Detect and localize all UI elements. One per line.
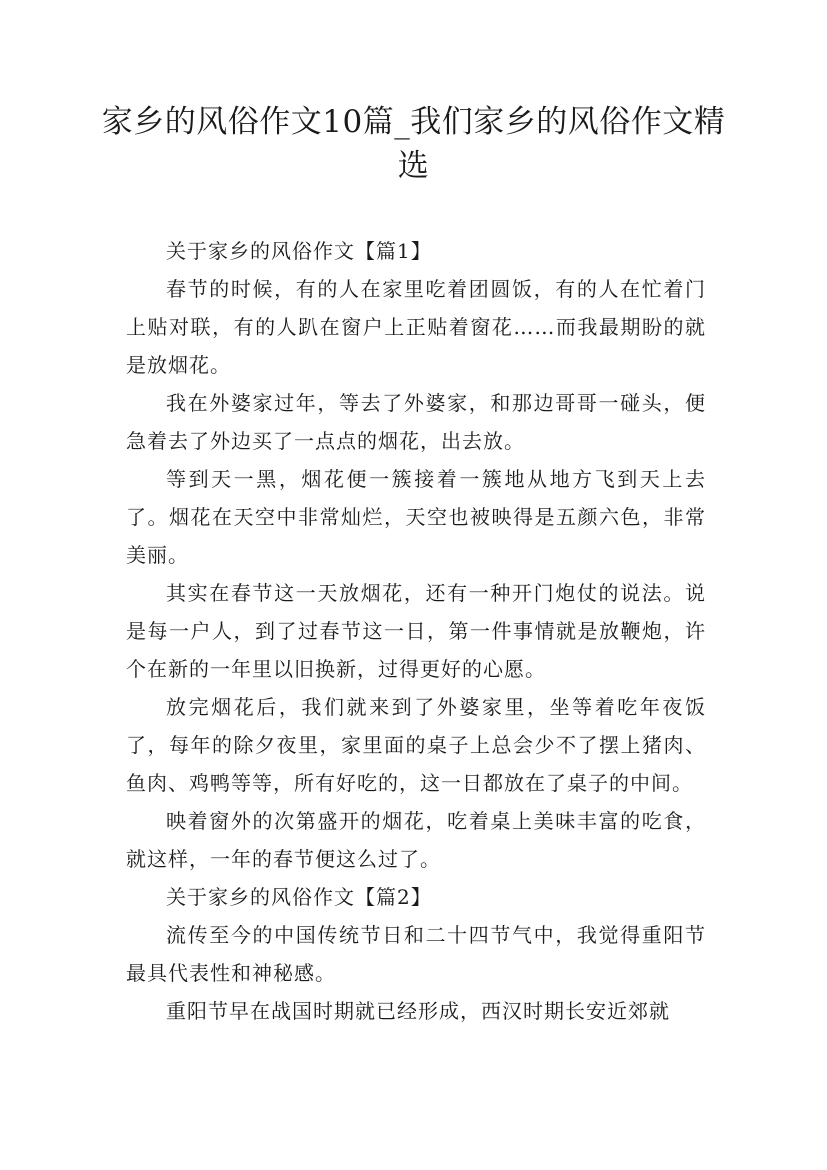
paragraph: 我在外婆家过年，等去了外婆家，和那边哥哥一碰头，便急着去了外边买了一点点的烟花，出去放。 [126,391,706,453]
document-body [126,232,706,1030]
section-heading-1: 关于家乡的风俗作文【篇1】 [166,239,432,263]
document-title: 家乡的风俗作文10篇_我们家乡的风俗作文精选 [101,104,726,184]
paragraph: 其实在春节这一天放烟花，还有一种开门炮仗的说法。说是每一户人，到了过春节这一日，第一件事情就是放鞭炮，许个在新的一年里以旧换新，过得更好的心愿。 [126,581,706,681]
paragraph: 重阳节早在战国时期就已经形成，西汉时期长安近郊就 [166,999,670,1023]
section-heading-2: 关于家乡的风俗作文【篇2】 [166,885,432,909]
paragraph: 映着窗外的次第盛开的烟花，吃着桌上美味丰富的吃食，就这样，一年的春节便这么过了。 [126,809,706,871]
paragraph: 春节的时候，有的人在家里吃着团圆饭，有的人在忙着门上贴对联，有的人趴在窗户上正贴着窗花……而我最期盼的就是放烟花。 [126,277,706,377]
paragraph: 等到天一黑，烟花便一簇接着一簇地从地方飞到天上去了。烟花在天空中非常灿烂，天空也被映得是五颜六色，非常美丽。 [126,467,706,567]
paragraph: 流传至今的中国传统节日和二十四节气中，我觉得重阳节最具代表性和神秘感。 [126,923,706,985]
paragraph: 放完烟花后，我们就来到了外婆家里，坐等着吃年夜饭了，每年的除夕夜里，家里面的桌子上总会少不了摆上猪肉、鱼肉、鸡鸭等等，所有好吃的，这一日都放在了桌子的中间。 [126,695,706,795]
